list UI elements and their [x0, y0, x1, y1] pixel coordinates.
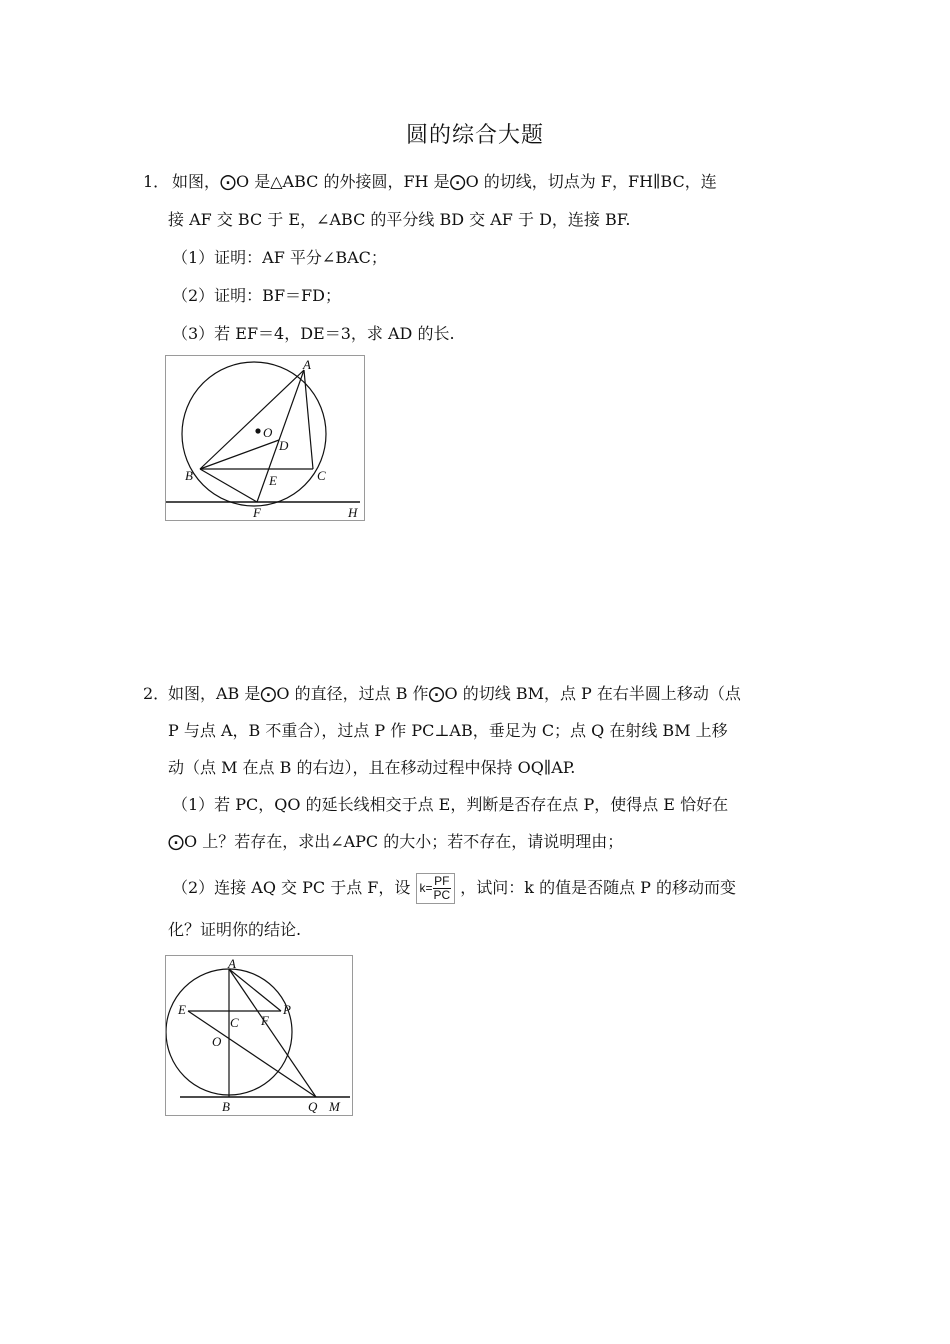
- q1-segment-bd: [200, 440, 279, 469]
- q2-geometry-diagram: [166, 956, 352, 1115]
- q1-statement-line2: 接 AF 交 BC 于 E，∠ABC 的平分线 BD 交 AF 于 D，连接 BF.: [168, 210, 631, 229]
- q1-figure: [165, 355, 365, 521]
- q1-label-f: F: [253, 505, 261, 520]
- q1-label-o: O: [263, 425, 273, 440]
- q2-label-a: A: [228, 956, 236, 971]
- q2-part1-line2: ⨀O 上？若存在，求出∠APC 的大小；若不存在，请说明理由；: [168, 832, 624, 851]
- q1-segment-bf: [200, 469, 257, 502]
- q2-part2-suffix: ，试问：k 的值是否随点 P 的移动而变: [460, 878, 737, 897]
- q2-formula-k: k=: [419, 881, 433, 895]
- q1-part3: （3）若 EF＝4，DE＝3，求 AD 的长.: [172, 324, 455, 343]
- q1-center-point: [255, 428, 260, 433]
- q1-number: 1．: [143, 172, 170, 191]
- q2-label-m: M: [329, 1099, 340, 1114]
- q2-label-c: C: [230, 1015, 239, 1030]
- q2-label-f: F: [261, 1013, 269, 1028]
- q2-label-e: E: [178, 1002, 186, 1017]
- q2-part2-line2: 化？证明你的结论.: [168, 920, 302, 939]
- q1-label-c: C: [317, 468, 326, 483]
- page-title: 圆的综合大题: [405, 123, 544, 148]
- q2-segment-eq: [188, 1011, 316, 1097]
- q1-label-a: A: [303, 357, 311, 372]
- q2-statement-line3: 动（点 M 在点 B 的右边），且在移动过程中保持 OQ∥AP.: [168, 758, 576, 777]
- q2-part1-line1: （1）若 PC，QO 的延长线相交于点 E，判断是否存在点 P，使得点 E 恰好在: [172, 795, 729, 814]
- q1-part1: （1）证明：AF 平分∠BAC；: [172, 248, 387, 267]
- q1-label-b: B: [185, 468, 193, 483]
- q2-number: 2．: [143, 684, 170, 703]
- q2-part2-prefix: （2）连接 AQ 交 PC 于点 F，设: [172, 878, 411, 897]
- q1-geometry-diagram: [166, 356, 364, 520]
- q1-label-h: H: [348, 505, 358, 520]
- q2-statement-line1: 如图，AB 是⨀O 的直径，过点 B 作⨀O 的切线 BM，点 P 在右半圆上移动（点: [168, 684, 741, 703]
- q1-segment-ac: [304, 370, 313, 469]
- q2-label-b: B: [222, 1099, 230, 1114]
- q1-label-e: E: [269, 473, 277, 488]
- q2-segment-ap: [229, 969, 281, 1011]
- q1-statement-line1: 如图，⨀O 是△ABC 的外接圆，FH 是⨀O 的切线，切点为 F，FH∥BC，连: [172, 172, 717, 191]
- q1-circle-o: [182, 362, 326, 506]
- q2-label-o: O: [212, 1034, 222, 1049]
- q2-statement-line2: P 与点 A，B 不重合），过点 P 作 PC⊥AB，垂足为 C；点 Q 在射线 BM 上移: [168, 721, 728, 740]
- q2-k-formula: [416, 873, 456, 904]
- q1-label-d: D: [279, 438, 289, 453]
- q1-segment-ab: [200, 370, 304, 469]
- q2-part2-line1: [172, 873, 736, 904]
- q2-figure: [165, 955, 353, 1116]
- q1-part2: （2）证明：BF＝FD；: [172, 286, 341, 305]
- q2-label-p: P: [283, 1002, 291, 1017]
- q2-formula-denominator: PC: [433, 888, 451, 902]
- q2-formula-numerator: PF: [434, 874, 450, 888]
- q2-formula-fraction: [433, 875, 452, 902]
- q2-label-q: Q: [308, 1099, 318, 1114]
